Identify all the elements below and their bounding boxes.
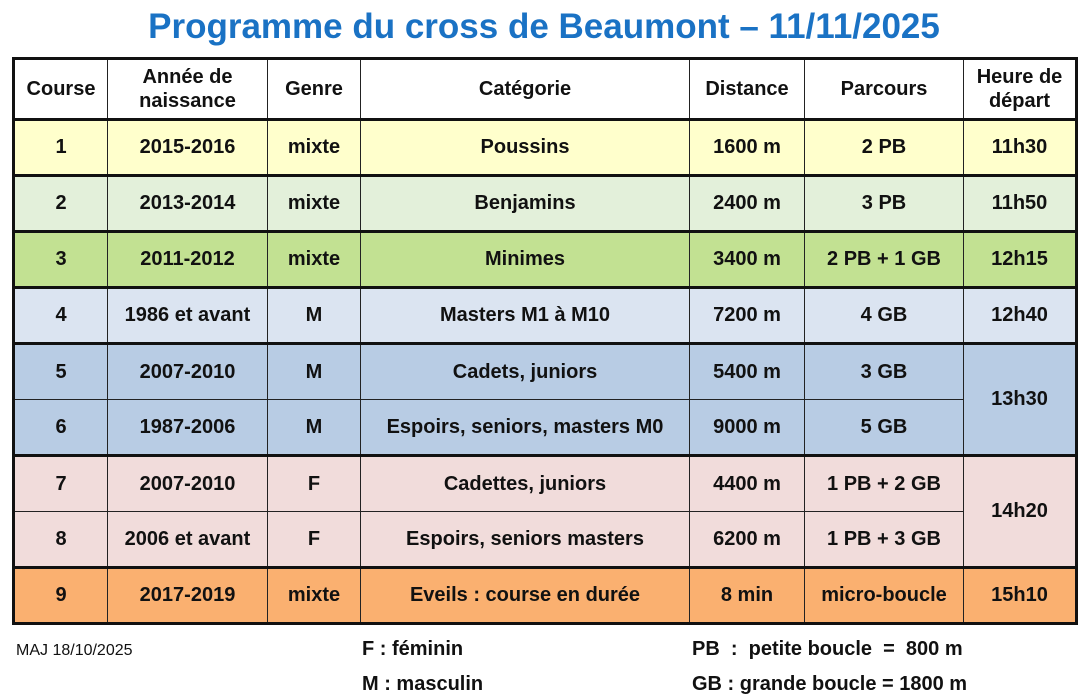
cell-annee: 2013-2014: [108, 176, 268, 232]
cell-course: 7: [14, 456, 108, 512]
table-row: [14, 512, 1077, 568]
cell-annee: 2011-2012: [108, 232, 268, 288]
cell-categorie: Cadets, juniors: [361, 344, 690, 400]
cell-parcours: 1 PB + 3 GB: [805, 512, 964, 568]
cell-distance: 2400 m: [690, 176, 805, 232]
cell-categorie: Eveils : course en durée: [361, 568, 690, 624]
cell-categorie: Poussins: [361, 120, 690, 176]
cell-parcours: 2 PB: [805, 120, 964, 176]
cell-categorie: Masters M1 à M10: [361, 288, 690, 344]
table-row: [14, 288, 1077, 344]
cell-course: 3: [14, 232, 108, 288]
cell-annee: 2007-2010: [108, 344, 268, 400]
cell-distance: 9000 m: [690, 400, 805, 456]
cell-heure: 14h20: [964, 456, 1077, 568]
cell-distance: 1600 m: [690, 120, 805, 176]
header-parcours: Parcours: [805, 59, 964, 120]
header-annee: Année de naissance: [108, 59, 268, 120]
header-genre: Genre: [268, 59, 361, 120]
cell-course: 2: [14, 176, 108, 232]
cell-heure: 12h40: [964, 288, 1077, 344]
table-row: [14, 568, 1077, 624]
table-row: [14, 176, 1077, 232]
cell-annee: 1987-2006: [108, 400, 268, 456]
cell-annee: 1986 et avant: [108, 288, 268, 344]
table-row: [14, 232, 1077, 288]
table-row: [14, 400, 1077, 456]
page-title: Programme du cross de Beaumont – 11/11/2025: [148, 7, 940, 46]
program-table: [12, 57, 1078, 625]
cell-genre: mixte: [268, 568, 361, 624]
cell-distance: 4400 m: [690, 456, 805, 512]
cell-genre: mixte: [268, 176, 361, 232]
cell-genre: M: [268, 344, 361, 400]
cell-genre: F: [268, 456, 361, 512]
header-distance: Distance: [690, 59, 805, 120]
update-date: MAJ 18/10/2025: [16, 642, 133, 659]
cell-course: 6: [14, 400, 108, 456]
cell-heure: 15h10: [964, 568, 1077, 624]
legend-masculin: M : masculin: [362, 673, 484, 695]
cell-heure: 13h30: [964, 344, 1077, 456]
cell-annee: 2006 et avant: [108, 512, 268, 568]
cell-categorie: Cadettes, juniors: [361, 456, 690, 512]
header-course: Course: [14, 59, 108, 120]
cell-heure: 11h30: [964, 120, 1077, 176]
legend-grande-boucle: GB : grande boucle = 1800 m: [692, 673, 968, 695]
cell-distance: 7200 m: [690, 288, 805, 344]
cell-parcours: 1 PB + 2 GB: [805, 456, 964, 512]
cell-heure: 12h15: [964, 232, 1077, 288]
cell-parcours: 4 GB: [805, 288, 964, 344]
legend-petite-boucle: PB : petite boucle = 800 m: [692, 638, 963, 660]
cell-distance: 8 min: [690, 568, 805, 624]
header-heure: Heure de départ: [964, 59, 1077, 120]
cell-parcours: 3 PB: [805, 176, 964, 232]
cell-parcours: 3 GB: [805, 344, 964, 400]
cell-parcours: 2 PB + 1 GB: [805, 232, 964, 288]
cell-categorie: Benjamins: [361, 176, 690, 232]
cell-categorie: Espoirs, seniors, masters M0: [361, 400, 690, 456]
cell-parcours: micro-boucle: [805, 568, 964, 624]
cell-distance: 3400 m: [690, 232, 805, 288]
cell-annee: 2015-2016: [108, 120, 268, 176]
cell-genre: F: [268, 512, 361, 568]
cell-genre: mixte: [268, 232, 361, 288]
cell-annee: 2017-2019: [108, 568, 268, 624]
legend-feminin: F : féminin: [362, 638, 464, 660]
cell-course: 1: [14, 120, 108, 176]
table-row: [14, 456, 1077, 512]
cell-genre: M: [268, 400, 361, 456]
cell-course: 4: [14, 288, 108, 344]
cell-course: 9: [14, 568, 108, 624]
cell-genre: mixte: [268, 120, 361, 176]
cell-categorie: Minimes: [361, 232, 690, 288]
cell-parcours: 5 GB: [805, 400, 964, 456]
cell-course: 5: [14, 344, 108, 400]
cell-heure: 11h50: [964, 176, 1077, 232]
cell-genre: M: [268, 288, 361, 344]
cell-course: 8: [14, 512, 108, 568]
cell-distance: 5400 m: [690, 344, 805, 400]
table-row: [14, 344, 1077, 400]
table-row: [14, 120, 1077, 176]
cell-distance: 6200 m: [690, 512, 805, 568]
cell-annee: 2007-2010: [108, 456, 268, 512]
header-categorie: Catégorie: [361, 59, 690, 120]
cell-categorie: Espoirs, seniors masters: [361, 512, 690, 568]
